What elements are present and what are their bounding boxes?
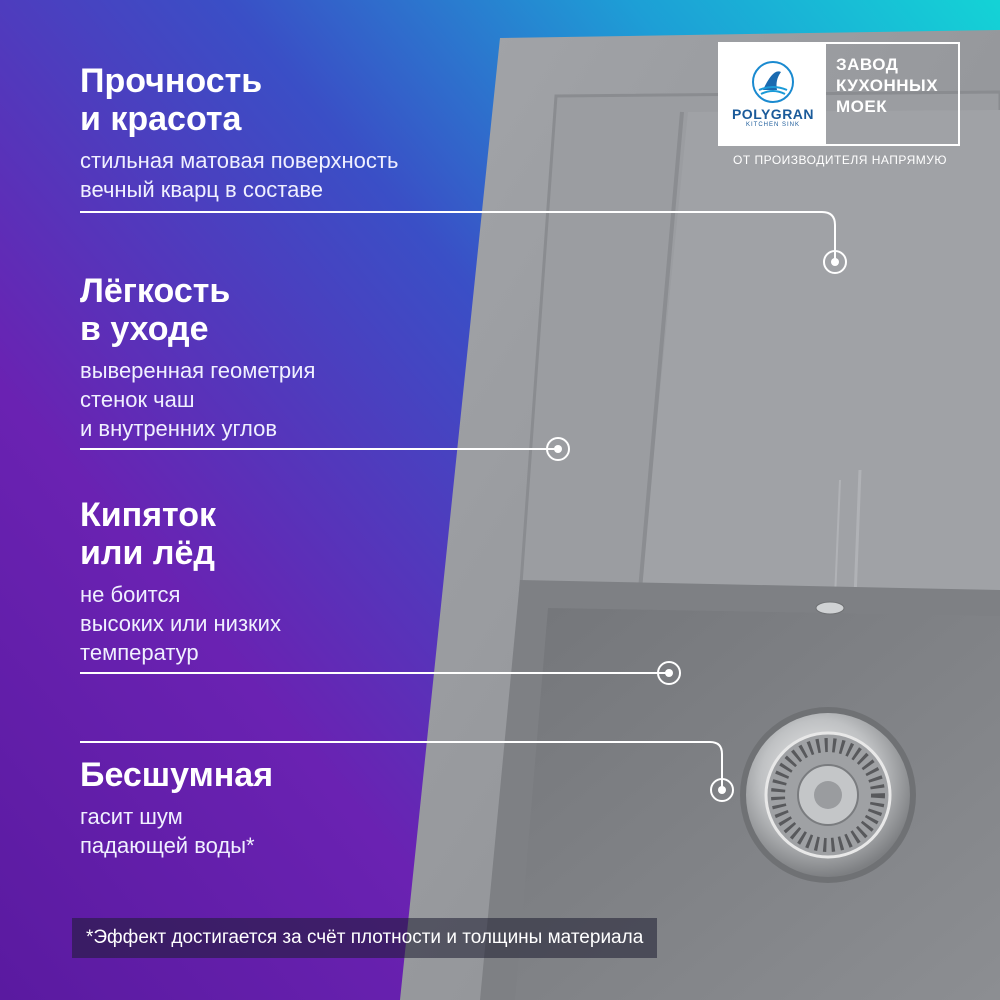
logo-mark-icon xyxy=(751,60,795,104)
feature-title: Прочность и красота xyxy=(80,62,263,138)
overflow-icon xyxy=(816,602,844,614)
brand-subtitle: KITCHEN SINK xyxy=(745,122,800,128)
feature-description: гасит шум падающей воды* xyxy=(80,804,255,858)
footnote: *Эффект достигается за счёт плотности и толщины материала xyxy=(72,918,657,958)
feature-strength xyxy=(80,62,398,204)
brand-logo xyxy=(720,44,826,144)
brand-tagline: ОТ ПРОИЗВОДИТЕЛЯ НАПРЯМУЮ xyxy=(732,153,947,167)
feature-description: не боится высоких или низких температур xyxy=(80,582,281,665)
feature-temperature xyxy=(80,496,281,667)
drain-strainer-icon xyxy=(740,707,916,883)
feature-easy-care xyxy=(80,272,315,443)
drainer-inner xyxy=(640,110,1000,600)
feature-description: стильная матовая поверхность вечный кварц в составе xyxy=(80,148,399,202)
feature-title: Лёгкость в уходе xyxy=(80,272,231,348)
brand-name: POLYGRAN xyxy=(731,106,815,122)
feature-description: выверенная геометрия стенок чаш и внутренних углов xyxy=(80,358,316,441)
feature-title: Бесшумная xyxy=(80,756,274,794)
brand-badge xyxy=(718,42,960,146)
brand-badge-text: ЗАВОД КУХОННЫХ МОЕК xyxy=(836,55,939,116)
feature-silent xyxy=(80,756,273,860)
feature-title: Кипяток или лёд xyxy=(80,496,217,572)
